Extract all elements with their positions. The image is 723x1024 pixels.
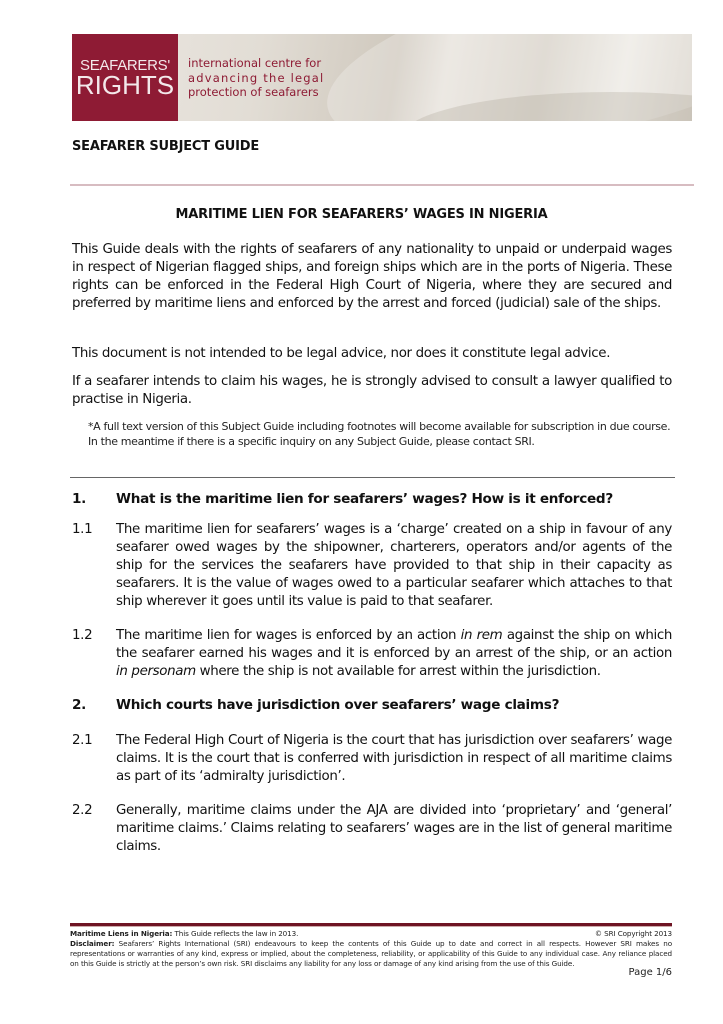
list-item-1-1 [72, 521, 672, 611]
consult-lawyer-paragraph: If a seafarer intends to claim his wages, he is strongly advised to consult a lawyer qualified to practise in Nigeria. [72, 374, 672, 407]
text-run: where the ship is not available for arrest within the jurisdiction. [195, 664, 601, 679]
disclaimer-text: Seafarers’ Rights International (SRI) endeavours to keep the contents of this Guide up to date and correct in all respects. However SRI makes no representations or warranties of any kind, express or implied, about the completeness, reliability, or applicability of this Guide to any individual case. Any reliance placed on this Guide is strictly at the person’s own risk. SRI disclaims any liability for any loss or damage of any kind arising from the use of this Guide. [70, 939, 672, 968]
item-text: The Federal High Court of Nigeria is the court that has jurisdiction over seafarers’ wage claims. It is the court that is conferred with jurisdiction in respect of all maritime claims as part of its ‘admiralty jurisdiction’. [116, 733, 672, 784]
page-number: Page 1/6 [628, 967, 672, 978]
list-item-1-2 [72, 627, 672, 681]
item-number: 2.1 [72, 733, 93, 748]
item-number: 2.2 [72, 803, 93, 818]
item-text [116, 627, 672, 681]
item-text: The maritime lien for seafarers’ wages is a ‘charge’ created on a ship in favour of any seafarer owed wages by the shipowner, charterers, operators and/or agents of the ship for the services the seafarers have provided to that ship in their capacity as seafarers. It is the value of wages owed to a particular seafarer which attaches to that ship wherever it goes until its value is paid to that seafarer. [116, 522, 672, 609]
guide-label: SEAFARER SUBJECT GUIDE [72, 139, 259, 154]
tagline-line: protection of seafarers [188, 85, 319, 99]
section-title: What is the maritime lien for seafarers’ wages? How is it enforced? [116, 491, 613, 507]
section-divider [70, 477, 675, 478]
organization-tagline [188, 56, 324, 100]
seafarers-rights-logo [72, 34, 178, 121]
section-number: 1. [72, 491, 87, 507]
footer-divider [70, 923, 672, 927]
document-title: MARITIME LIEN FOR SEAFARERS’ WAGES IN NIGERIA [175, 207, 548, 222]
tagline-line: international centre for [188, 56, 322, 70]
item-number: 1.1 [72, 522, 93, 537]
header-banner [72, 34, 692, 121]
logo-line-1: SEAFARERS' [80, 57, 170, 74]
footer-title-bold: Maritime Liens in Nigeria: [70, 929, 173, 938]
item-number: 1.2 [72, 628, 93, 643]
footer-title [70, 929, 298, 939]
list-item-2-2 [72, 802, 672, 856]
footer-title-row [70, 929, 672, 939]
full-text-note: *A full text version of this Subject Guide including footnotes will become available for subscription in due course. In the meantime if there is a specific inquiry on any Subject Guide, please contact SRI. [88, 420, 671, 448]
section-heading-1 [72, 491, 692, 507]
page-footer [70, 929, 672, 969]
list-item-2-1 [72, 732, 672, 786]
section-title: Which courts have jurisdiction over seafarers’ wage claims? [116, 697, 560, 713]
section-heading-2 [72, 697, 692, 713]
italic-term: in personam [116, 664, 196, 679]
tagline-line: advancing the legal [188, 70, 325, 85]
footer-title-text: This Guide reflects the law in 2013. [172, 929, 299, 938]
legal-advice-notice: This document is not intended to be legal advice, nor does it constitute legal advice. [72, 346, 611, 361]
logo-line-2: RIGHTS [75, 70, 175, 100]
section-number: 2. [72, 697, 87, 713]
header-divider [70, 184, 694, 186]
disclaimer-label: Disclaimer: [70, 939, 115, 948]
text-run: The maritime lien for wages is enforced by an action [116, 628, 461, 643]
italic-term: in rem [460, 628, 503, 643]
intro-paragraph: This Guide deals with the rights of seafarers of any nationality to unpaid or underpaid wages in respect of Nigerian flagged ships, and foreign ships which are in the ports of Nigeria. These rights can be enforced in the Federal High Court of Nigeria, where they are secured and preferred by maritime liens and enforced by the arrest and forced (judicial) sale of the ships. [72, 242, 672, 311]
text-run: against the ship on which the seafarer earned his wages and it is enforced by an arrest of the ship, or an action [116, 628, 673, 661]
item-text: Generally, maritime claims under the AJA are divided into ‘proprietary’ and ‘general’ maritime claims.’ Claims relating to seafarers’ wages are in the list of general maritime claims. [116, 803, 672, 854]
disclaimer [70, 939, 672, 969]
copyright-notice: © SRI Copyright 2013 [594, 929, 672, 938]
